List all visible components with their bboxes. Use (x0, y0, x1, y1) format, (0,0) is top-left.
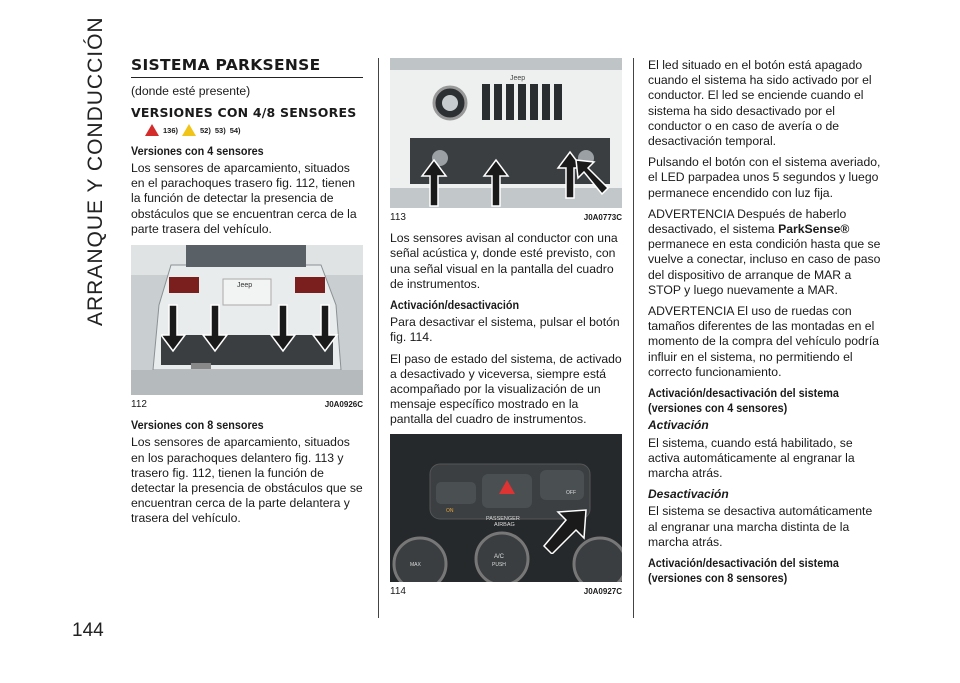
figure-112-rear-car (131, 245, 363, 395)
subheading-activation: Activación (648, 418, 709, 433)
svg-text:A/C: A/C (494, 553, 505, 560)
paragraph-deactivation: El sistema se desactiva automáticamente al engranar una marcha distinta de la marcha atrás. (648, 504, 873, 549)
column-3 (648, 58, 884, 587)
paragraph-eight-sensors: Los sensores de aparcamiento, situados en los parachoques delantero fig. 113 y trasero fig. 112, tienen la función de detectar la presencia de obstáculos que se encuentran cerca de la parte delantera y trasera del vehículo. (131, 435, 363, 526)
svg-text:PUSH: PUSH (492, 561, 506, 568)
warning-references: 136) 52) 53) 54) (145, 123, 363, 138)
column-2 (390, 58, 622, 599)
svg-text:AIRBAG: AIRBAG (494, 521, 515, 528)
column-1 (131, 58, 363, 533)
column-divider (378, 58, 379, 618)
subtitle: (donde esté presente) (131, 84, 251, 99)
figure-114-caption: 114 J0A0927C (390, 585, 622, 597)
section-heading: VERSIONES CON 4/8 SENSORES (131, 105, 357, 121)
page-number: 144 (72, 620, 104, 641)
paragraph-led: El led situado en el botón está apagado cuando el sistema ha sido activado por el conductor. El led se enciende cuando el sistema ha sido desactivado por el conductor o en caso de avería o de desactivación temporal. (648, 58, 872, 149)
svg-text:ON: ON (446, 507, 454, 514)
paragraph-sensors-warn: Los sensores avisan al conductor con una señal acústica y, donde esté previsto, con una señal visual en la pantalla del cuadro de instrumentos. (390, 231, 618, 291)
subheading-8-sensors-activation: Activación/desactivación del sistema (versiones con 8 sensores) (648, 556, 839, 586)
paragraph-warning-2: ADVERTENCIA El uso de ruedas con tamaños diferentes de las montadas en el momento de la compra del vehículo podría influir en el sistema, no permitiendo el correcto funcionamiento. (648, 304, 880, 379)
svg-text:Jeep: Jeep (237, 282, 253, 290)
figure-113-caption: 113 J0A0773C (390, 212, 622, 223)
paragraph-activation: El sistema, cuando está habilitado, se activa automáticamente al engranar la marcha atrás. (648, 435, 855, 481)
svg-text:OFF: OFF (566, 489, 576, 496)
chapter-title: ARRANQUE Y CONDUCCIÓN (84, 16, 107, 326)
subheading-eight-sensors: Versiones con 8 sensores (131, 418, 264, 433)
sensor-arrows (161, 303, 351, 355)
svg-text:Jeep: Jeep (510, 75, 526, 82)
svg-text:MAX: MAX (410, 561, 421, 568)
subheading-four-sensors: Versiones con 4 sensores (131, 143, 264, 158)
column-divider (633, 58, 634, 618)
paragraph-four-sensors: Los sensores de aparcamiento, situados en el parachoques trasero fig. 112, tienen la función de detectar la presencia de obstáculos que se encuentran cerca de la parte trasera del vehículo. (131, 161, 357, 236)
svg-text:PASSENGER: PASSENGER (486, 515, 520, 522)
button-arrow (540, 494, 590, 554)
warning-triangle-icon (145, 124, 159, 136)
caution-triangle-icon (182, 124, 196, 136)
paragraph-warning-1: ADVERTENCIA Después de haberlo desactivado, el sistema ParkSense® permanece en esta condición hasta que se vuelve a conectar, incluso en caso de paso del dispositivo de arranque de MAR a STOP y luego nuevamente a MAR. (648, 206, 881, 297)
sensor-arrows (420, 138, 620, 208)
subheading-deactivation: Desactivación (648, 487, 729, 502)
paragraph-state-change: El paso de estado del sistema, de activado a desactivado y viceversa, siempre está acompañado por la visualización de un mensaje específico mostrado en la pantalla del cuadro de instrumentos. (390, 351, 622, 427)
subheading-activation: Activación/desactivación (390, 298, 520, 313)
chapter-side-tab (84, 16, 120, 332)
figure-113-front-car (390, 58, 622, 208)
paragraph-deactivate: Para desactivar el sistema, pulsar el botón fig. 114. (390, 315, 620, 345)
figure-112-caption: 112 J0A0926C (131, 399, 363, 411)
page-title: SISTEMA PARKSENSE (131, 58, 363, 78)
subheading-4-sensors-activation: Activación/desactivación del sistema (versiones con 4 sensores) (648, 386, 839, 416)
paragraph-fault: Pulsando el botón con el sistema averiado, el LED parpadea unos 5 segundos y luego permanece encendido con luz fija. (648, 155, 881, 200)
figure-114-console (390, 434, 622, 582)
